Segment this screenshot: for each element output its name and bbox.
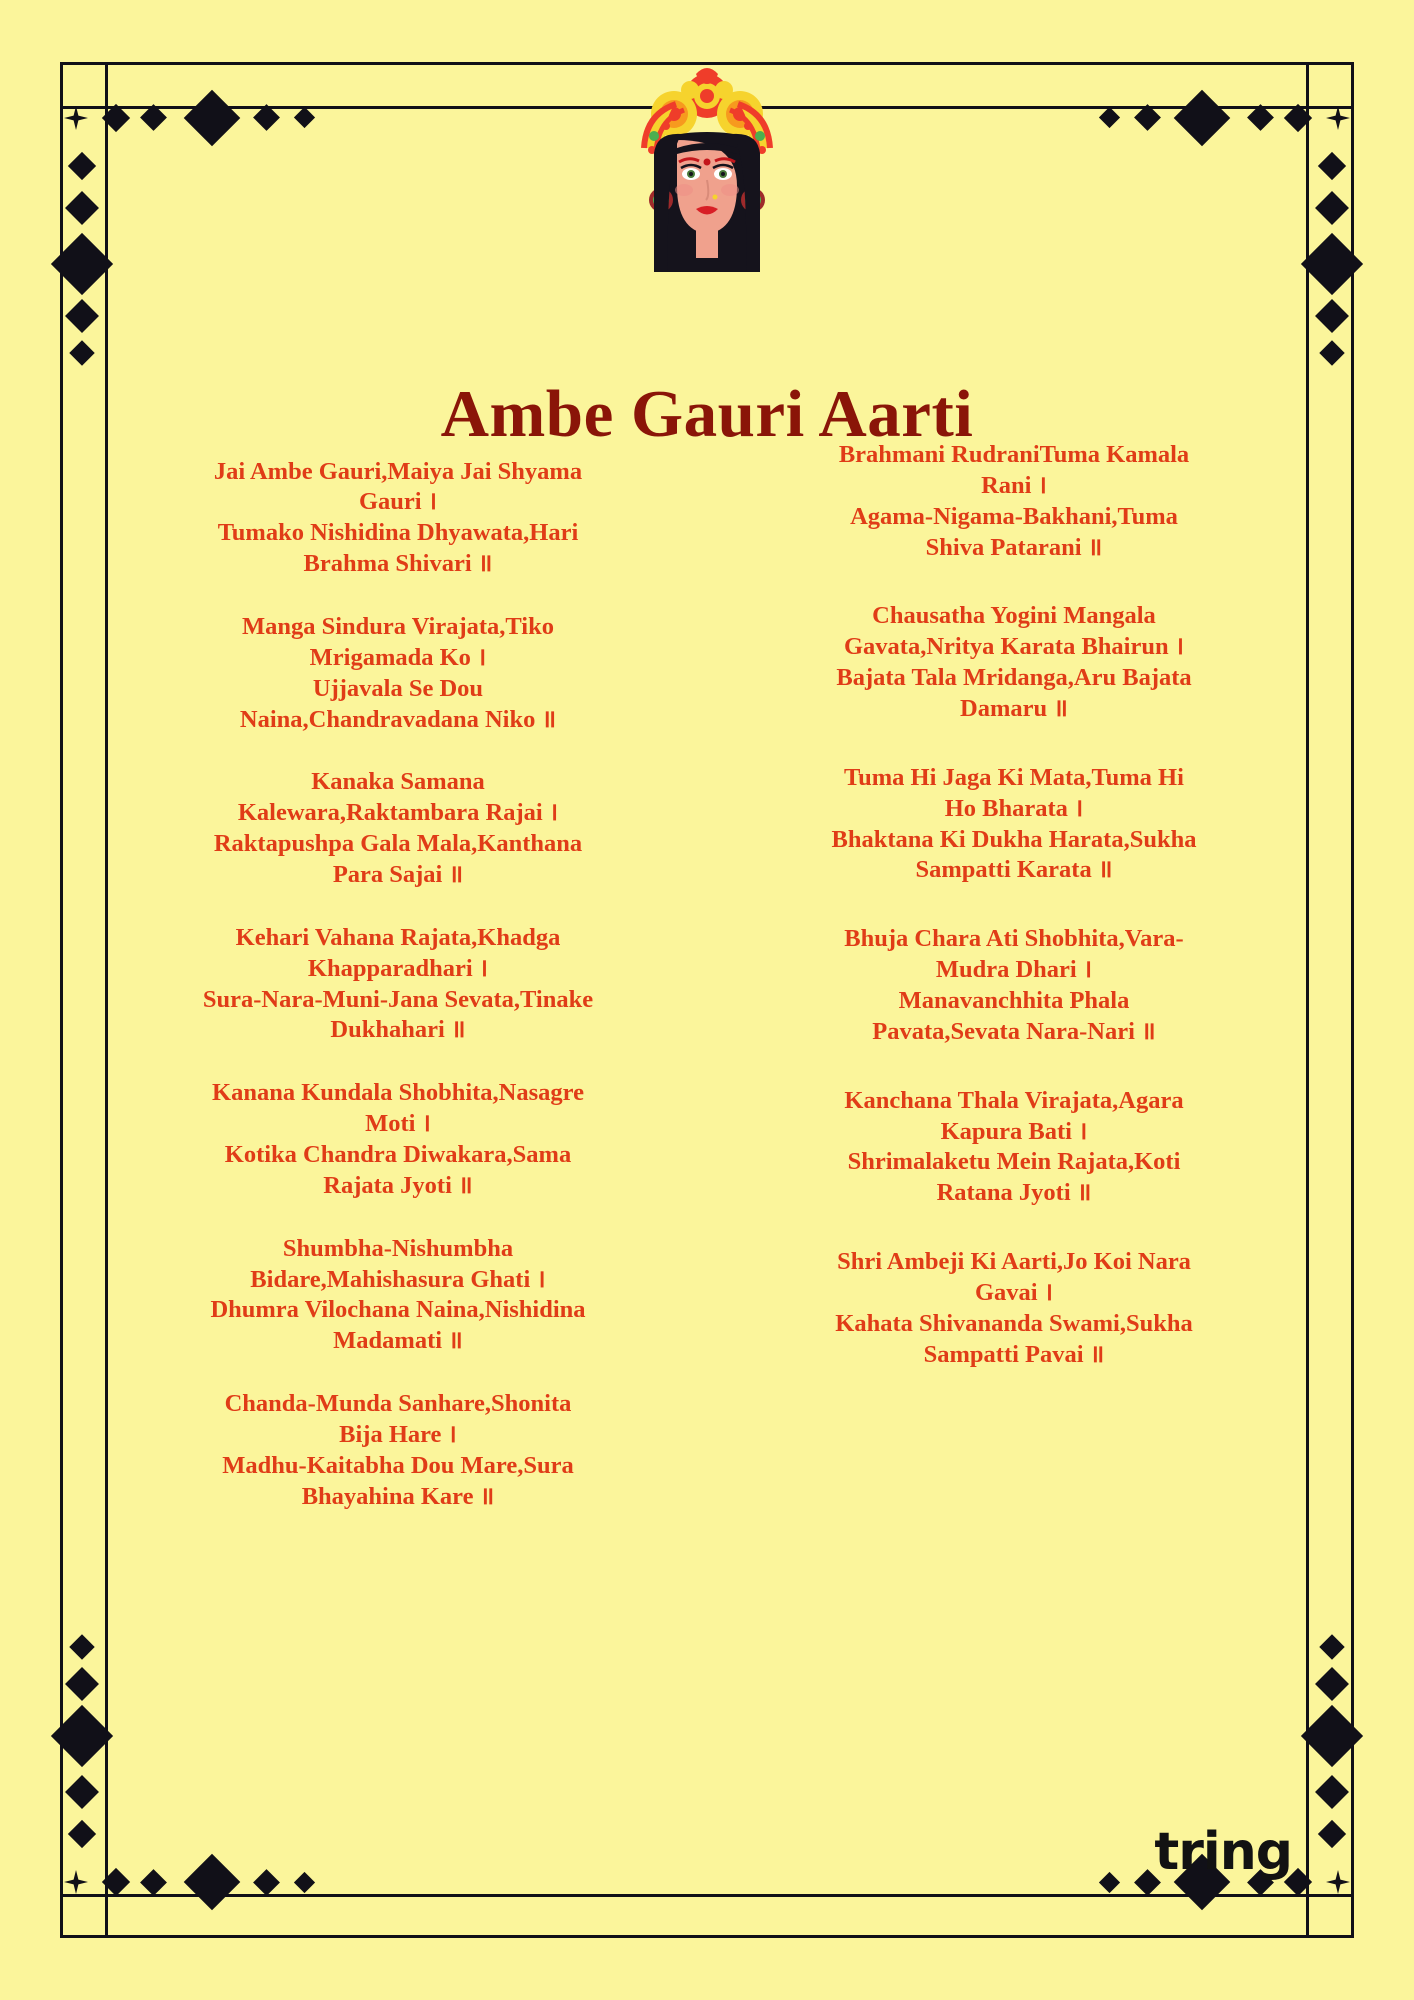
- verse-block: [118, 767, 678, 890]
- diamond-icon: [1247, 104, 1274, 131]
- verse-block: [734, 763, 1294, 886]
- diamond-icon: [68, 1820, 96, 1848]
- nose-ring-icon: [713, 195, 718, 200]
- verse-line: Tuma Hi Jaga Ki Mata,Tuma Hi: [844, 763, 1184, 791]
- diamond-icon: [1315, 1667, 1349, 1701]
- diamond-icon: [1319, 1634, 1344, 1659]
- goddess-ambe-gauri-illustration: [622, 62, 792, 282]
- verse-line: Sampatti Pavai ॥: [923, 1340, 1105, 1368]
- verses-left-column: [118, 432, 678, 1545]
- verse-block: [118, 923, 678, 1046]
- diamond-icon: [65, 191, 99, 225]
- diamond-icon: [1318, 1820, 1346, 1848]
- verse-line: Bajata Tala Mridanga,Aru Bajata: [836, 664, 1192, 692]
- page-title: Ambe Gauri Aarti: [440, 376, 974, 451]
- diamond-icon: [1099, 1872, 1120, 1893]
- verse-line: Ujjavala Se Dou: [312, 674, 484, 702]
- corner-ornament-top-left: [44, 46, 384, 386]
- verse-line: Manavanchhita Phala: [898, 987, 1130, 1015]
- diamond-icon: [51, 1705, 113, 1767]
- verse-line: Rajata Jyoti ॥: [323, 1171, 473, 1199]
- diamond-icon: [294, 1872, 315, 1893]
- diamond-icon: [68, 152, 96, 180]
- verse-block: [734, 1086, 1294, 1209]
- verse-line: Pavata,Sevata Nara-Nari ॥: [872, 1017, 1156, 1045]
- corner-ornament-bottom-right: [1030, 1614, 1370, 1954]
- diamond-icon: [1318, 152, 1346, 180]
- verse-line: Moti ।: [365, 1110, 431, 1138]
- verse-line: Rani ।: [981, 471, 1047, 499]
- verse-line: Bhaktana Ki Dukha Harata,Sukha: [831, 825, 1197, 853]
- verse-line: Dukhahari ॥: [330, 1016, 466, 1044]
- verse-line: Kotika Chandra Diwakara,Sama: [224, 1140, 572, 1168]
- verse-line: Mudra Dhari ।: [935, 956, 1093, 984]
- verse-line: Shrimalaketu Mein Rajata,Koti: [847, 1148, 1181, 1176]
- diamond-icon: [294, 107, 315, 128]
- verse-line: Kahata Shivananda Swami,Sukha: [835, 1309, 1193, 1337]
- verse-line: Brahmani RudraniTuma Kamala: [838, 441, 1190, 468]
- diamond-icon: [184, 1854, 241, 1911]
- verse-line: Bhayahina Kare ॥: [301, 1482, 495, 1510]
- diamond-star-icon: [1326, 106, 1350, 130]
- verse-line: Shiva Patarani ॥: [925, 533, 1103, 561]
- diamond-icon: [1174, 90, 1231, 147]
- verse-line: Kanana Kundala Shobhita,Nasagre: [212, 1079, 584, 1107]
- diamond-icon: [1284, 104, 1312, 132]
- bindi-icon: [704, 159, 711, 166]
- diamond-star-icon: [1326, 1870, 1350, 1894]
- diamond-icon: [65, 1667, 99, 1701]
- verse-line: Mrigamada Ko ।: [309, 643, 487, 671]
- verses-right-column: [734, 432, 1294, 1545]
- verse-line: Khapparadhari ।: [307, 954, 489, 982]
- diamond-icon: [1319, 340, 1344, 365]
- verse-line: Kapura Bati ।: [940, 1117, 1088, 1145]
- diamond-icon: [140, 1869, 167, 1896]
- verse-line: Jai Ambe Gauri,Maiya Jai Shyama: [213, 457, 583, 485]
- verse-block: [734, 924, 1294, 1047]
- verse-line: Damaru ॥: [960, 695, 1068, 723]
- diamond-star-icon: [64, 1870, 88, 1894]
- verse-line: Gavata,Nritya Karata Bhairun ।: [843, 633, 1185, 661]
- verses-container: [118, 432, 1296, 1545]
- verse-line: Brahma Shivari ॥: [303, 550, 493, 578]
- verse-block: [118, 457, 678, 580]
- verse-line: Bidare,Mahishasura Ghati ।: [250, 1265, 546, 1293]
- verse-block: [734, 601, 1294, 724]
- verse-line: Raktapushpa Gala Mala,Kanthana: [213, 830, 583, 858]
- diamond-icon: [184, 90, 241, 147]
- verse-block: [734, 1247, 1294, 1370]
- diamond-icon: [1301, 1705, 1363, 1767]
- diamond-icon: [1315, 299, 1349, 333]
- diamond-icon: [69, 340, 94, 365]
- corner-ornament-bottom-left: [44, 1614, 384, 1954]
- verse-line: Chausatha Yogini Mangala: [872, 602, 1156, 630]
- verse-line: Shumbha-Nishumbha: [282, 1234, 514, 1262]
- corner-ornament-top-right: [1030, 46, 1370, 386]
- diamond-icon: [69, 1634, 94, 1659]
- verse-line: Gauri ।: [358, 488, 438, 516]
- diamond-icon: [102, 1868, 130, 1896]
- verse-line: Para Sajai ॥: [332, 860, 464, 888]
- verse-line: Agama-Nigama-Bakhani,Tuma: [850, 502, 1178, 530]
- verse-block: [118, 612, 678, 735]
- verse-block: [118, 1234, 678, 1357]
- verse-line: Kehari Vahana Rajata,Khadga: [235, 923, 561, 951]
- verse-line: Sura-Nara-Muni-Jana Sevata,Tinake: [202, 985, 594, 1013]
- verse-line: Dhumra Vilochana Naina,Nishidina: [210, 1296, 586, 1324]
- verse-line: Manga Sindura Virajata,Tiko: [242, 612, 554, 640]
- verse-line: Tumako Nishidina Dhyawata,Hari: [217, 519, 579, 547]
- diamond-icon: [51, 233, 113, 295]
- diamond-icon: [1134, 104, 1161, 131]
- verse-line: Kanchana Thala Virajata,Agara: [844, 1086, 1184, 1114]
- verse-line: Chanda-Munda Sanhare,Shonita: [224, 1390, 572, 1418]
- verse-line: Gavai ।: [974, 1279, 1054, 1307]
- verse-block: [118, 1389, 678, 1512]
- diamond-icon: [65, 299, 99, 333]
- verse-line: Kanaka Samana: [311, 768, 485, 796]
- verse-line: Ratana Jyoti ॥: [936, 1179, 1092, 1207]
- verse-block: [734, 440, 1294, 563]
- diamond-icon: [65, 1775, 99, 1809]
- diamond-icon: [253, 104, 280, 131]
- verse-block: [118, 1078, 678, 1201]
- diamond-icon: [253, 1869, 280, 1896]
- verse-line: Bija Hare ।: [339, 1420, 457, 1448]
- diamond-star-icon: [64, 106, 88, 130]
- verse-line: Bhuja Chara Ati Shobhita,Vara-: [844, 925, 1184, 953]
- diamond-icon: [102, 104, 130, 132]
- diamond-icon: [1301, 233, 1363, 295]
- verse-line: Sampatti Karata ॥: [915, 856, 1113, 884]
- tring-logo: tring: [1154, 1822, 1292, 1882]
- diamond-icon: [1099, 107, 1120, 128]
- diamond-icon: [140, 104, 167, 131]
- diamond-icon: [1315, 191, 1349, 225]
- verse-line: Ho Bharata ।: [944, 794, 1084, 822]
- verse-line: Naina,Chandravadana Niko ॥: [239, 705, 557, 733]
- verse-line: Kalewara,Raktambara Rajai ।: [237, 799, 559, 827]
- diamond-icon: [1315, 1775, 1349, 1809]
- verse-line: Madamati ॥: [333, 1327, 463, 1355]
- verse-line: Madhu-Kaitabha Dou Mare,Sura: [222, 1451, 574, 1479]
- verse-line: Shri Ambeji Ki Aarti,Jo Koi Nara: [837, 1248, 1191, 1276]
